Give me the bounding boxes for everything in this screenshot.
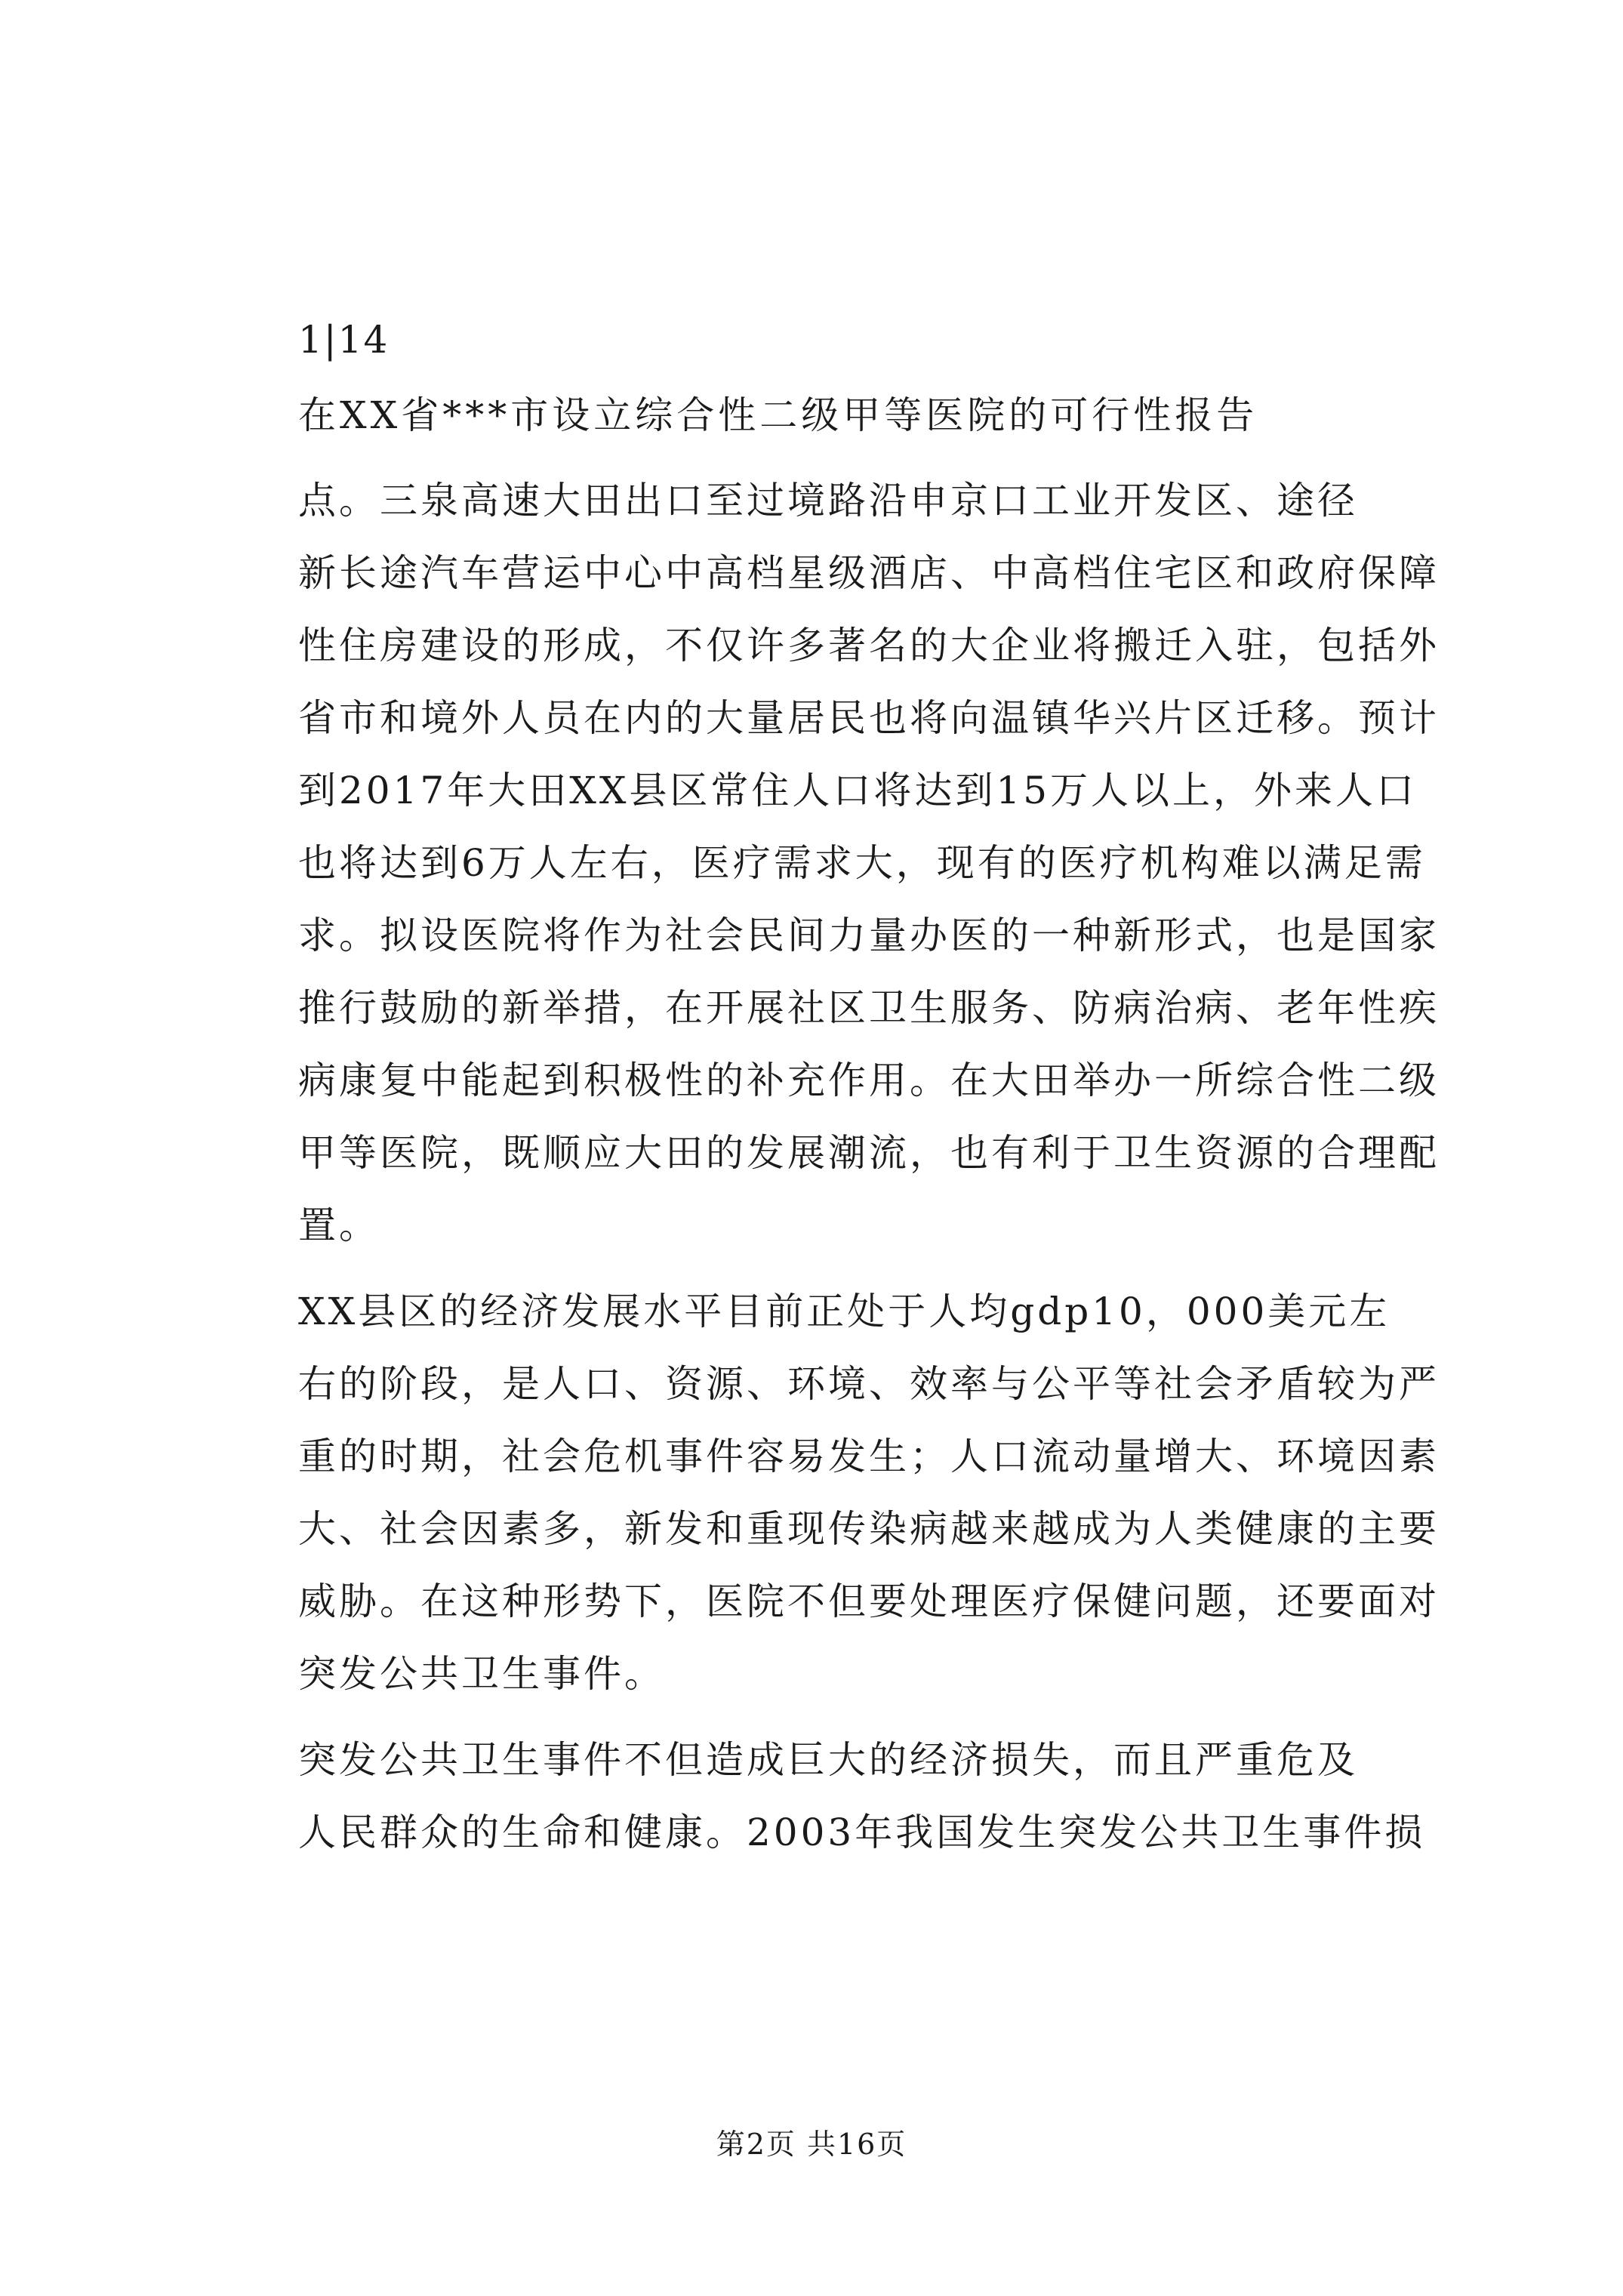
- text-line: 突发公共卫生事件。: [298, 1652, 665, 1696]
- text-line: 重的时期，社会危机事件容易发生；人口流动量增大、环境因素: [298, 1435, 1440, 1478]
- text-line: 置。: [298, 1203, 380, 1247]
- text-line: 到2017年大田XX县区常住人口将达到15万人以上，外来人口: [298, 769, 1418, 812]
- text-line: 威胁。在这种形势下，医院不但要处理医疗保健问题，还要面对: [298, 1579, 1440, 1623]
- text-line: 求。拟设医院将作为社会民间力量办医的一种新形式，也是国家: [298, 914, 1440, 957]
- text-line: 点。三泉高速大田出口至过境路沿申京口工业开发区、途径: [298, 479, 1358, 522]
- text-line: 性住房建设的形成，不仅许多著名的大企业将搬迁入驻，包括外: [298, 624, 1440, 667]
- text-line: 人民群众的生命和健康。2003年我国发生突发公共卫生事件损: [298, 1811, 1426, 1854]
- text-line: 右的阶段，是人口、资源、环境、效率与公平等社会矛盾较为严: [298, 1362, 1440, 1406]
- text-line: 省市和境外人员在内的大量居民也将向温镇华兴片区迁移。预计: [298, 696, 1440, 740]
- paragraph-3: [298, 1724, 1434, 1869]
- text-line: 甲等医院，既顺应大田的发展潮流，也有利于卫生资源的合理配: [298, 1131, 1440, 1175]
- paragraph-1: [298, 464, 1440, 1262]
- paragraph-2: [298, 1275, 1440, 1710]
- document-title: 在XX省***市设立综合性二级甲等医院的可行性报告: [298, 393, 1258, 437]
- page-footer: 第2页 共16页: [716, 2128, 907, 2161]
- text-line: 突发公共卫生事件不但造成巨大的经济损失，而且严重危及: [298, 1738, 1358, 1782]
- page-reference: 1|14: [298, 318, 390, 362]
- text-line: XX县区的经济发展水平目前正处于人均gdp10，000美元左: [298, 1290, 1390, 1333]
- document-body: [298, 464, 1440, 1882]
- text-line: 新长途汽车营运中心中高档星级酒店、中高档住宅区和政府保障: [298, 551, 1440, 595]
- text-line: 病康复中能起到积极性的补充作用。在大田举办一所综合性二级: [298, 1059, 1440, 1102]
- text-line: 大、社会因素多，新发和重现传染病越来越成为人类健康的主要: [298, 1507, 1440, 1551]
- text-line: 推行鼓励的新举措，在开展社区卫生服务、防病治病、老年性疾: [298, 986, 1440, 1030]
- text-line: 也将达到6万人左右，医疗需求大，现有的医疗机构难以满足需: [298, 841, 1426, 885]
